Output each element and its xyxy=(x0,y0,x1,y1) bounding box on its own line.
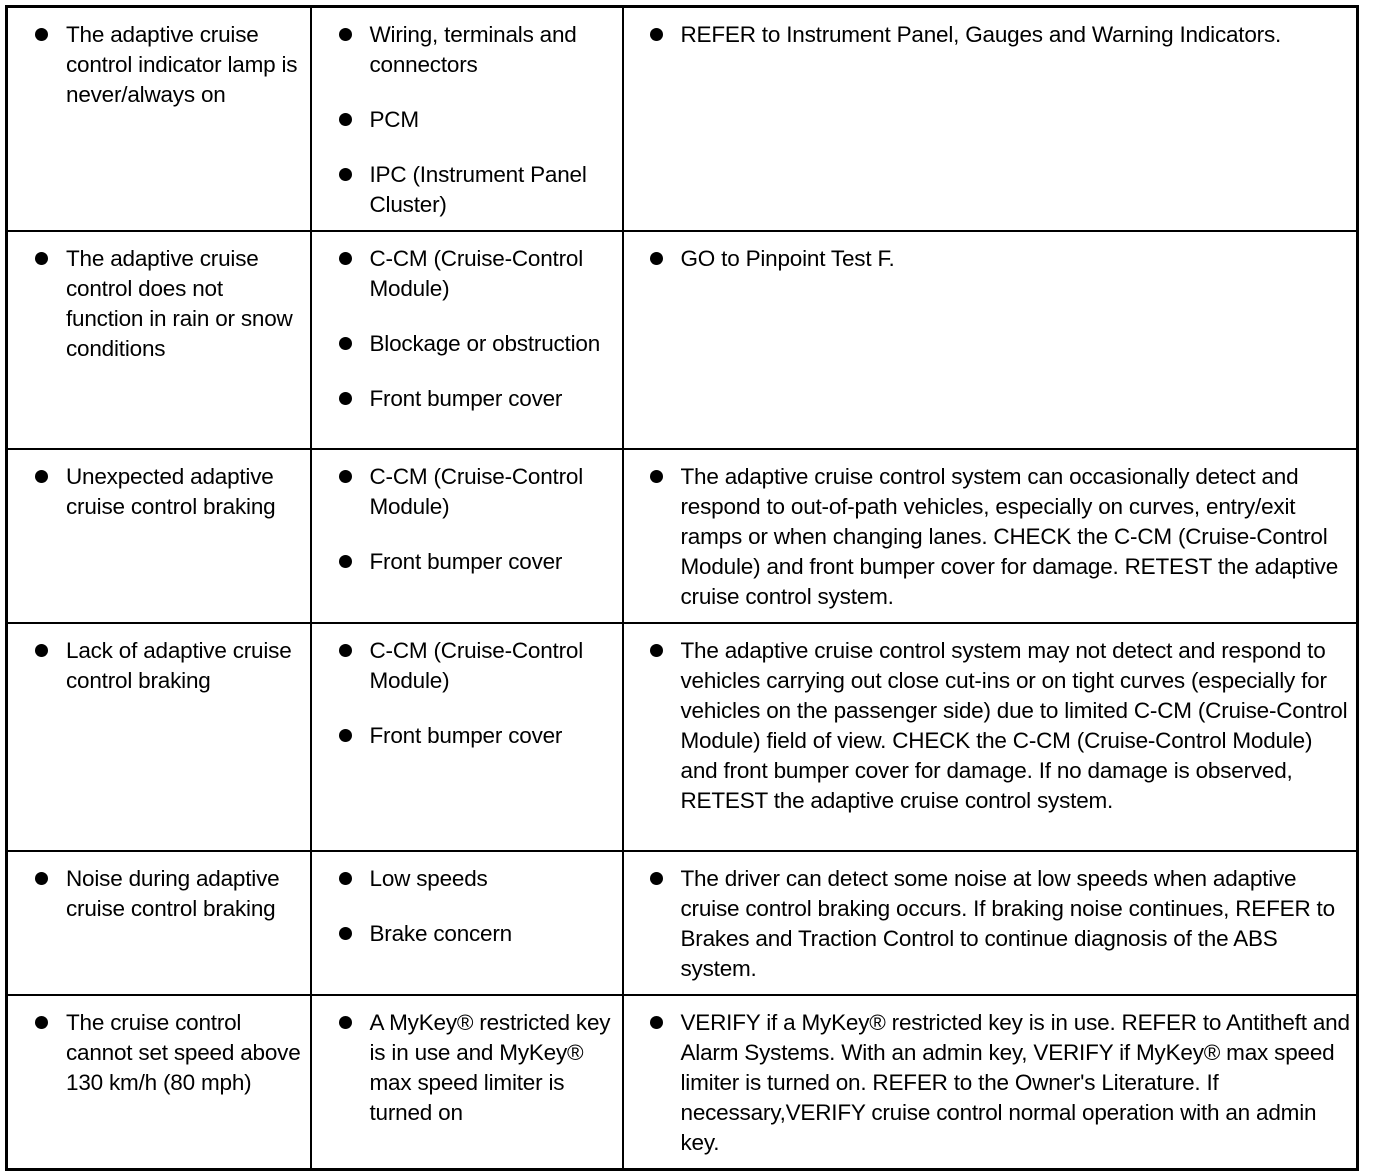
condition-cell xyxy=(7,851,311,995)
list-item: Front bumper cover xyxy=(312,547,616,577)
bullet-icon xyxy=(339,168,352,181)
list-item: Noise during adaptive cruise control braking xyxy=(8,864,304,924)
list-item: Blockage or obstruction xyxy=(312,329,616,359)
list-item: Wiring, terminals and connectors xyxy=(312,20,616,80)
list-item: The adaptive cruise control does not function in rain or snow conditions xyxy=(8,244,304,364)
sources-cell xyxy=(311,231,623,449)
bullet-icon xyxy=(339,872,352,885)
bullet-icon xyxy=(35,470,48,483)
bullet-icon xyxy=(339,470,352,483)
sources-cell xyxy=(311,851,623,995)
list-item: C-CM (Cruise-Control Module) xyxy=(312,462,616,522)
bullet-icon xyxy=(35,872,48,885)
condition-cell xyxy=(7,623,311,851)
bullet-icon xyxy=(339,644,352,657)
bullet-icon xyxy=(650,252,663,265)
list-item: GO to Pinpoint Test F. xyxy=(624,244,1351,274)
table-row xyxy=(7,231,1358,449)
bullet-icon xyxy=(339,1016,352,1029)
action-cell xyxy=(623,623,1358,851)
list-item: Lack of adaptive cruise control braking xyxy=(8,636,304,696)
bullet-icon xyxy=(650,470,663,483)
bullet-icon xyxy=(35,252,48,265)
list-item: Brake concern xyxy=(312,919,616,949)
table-row xyxy=(7,995,1358,1170)
action-cell xyxy=(623,995,1358,1170)
list-item: Unexpected adaptive cruise control braking xyxy=(8,462,304,522)
action-cell xyxy=(623,851,1358,995)
sources-cell xyxy=(311,7,623,232)
bullet-icon xyxy=(650,1016,663,1029)
condition-cell xyxy=(7,231,311,449)
bullet-icon xyxy=(650,872,663,885)
sources-cell xyxy=(311,995,623,1170)
table-row xyxy=(7,623,1358,851)
table-row xyxy=(7,449,1358,623)
list-item: PCM xyxy=(312,105,616,135)
symptom-chart-table xyxy=(5,5,1359,1171)
bullet-icon xyxy=(35,644,48,657)
bullet-icon xyxy=(339,927,352,940)
table-row xyxy=(7,851,1358,995)
list-item: The adaptive cruise control indicator lamp is never/always on xyxy=(8,20,304,110)
list-item: IPC (Instrument Panel Cluster) xyxy=(312,160,616,220)
list-item: C-CM (Cruise-Control Module) xyxy=(312,636,616,696)
sources-cell xyxy=(311,449,623,623)
action-cell xyxy=(623,7,1358,232)
table-row xyxy=(7,7,1358,232)
list-item: Front bumper cover xyxy=(312,384,616,414)
action-cell xyxy=(623,231,1358,449)
action-cell xyxy=(623,449,1358,623)
bullet-icon xyxy=(339,555,352,568)
sources-cell xyxy=(311,623,623,851)
bullet-icon xyxy=(339,252,352,265)
list-item: The driver can detect some noise at low speeds when adaptive cruise control braking occurs. If braking noise continues, REFER to Brakes and Traction Control to continue diagnosis of the ABS system. xyxy=(624,864,1351,984)
bullet-icon xyxy=(339,392,352,405)
bullet-icon xyxy=(339,28,352,41)
bullet-icon xyxy=(339,337,352,350)
bullet-icon xyxy=(35,28,48,41)
list-item: The adaptive cruise control system may not detect and respond to vehicles carrying out close cut-ins or on tight curves (especially for vehicles on the passenger side) due to limited C-CM (Cruise-Control Module) field of view. CHECK the C-CM (Cruise-Control Module) and front bumper cover for damage. If no damage is observed, RETEST the adaptive cruise control system. xyxy=(624,636,1351,816)
list-item: The cruise control cannot set speed above 130 km/h (80 mph) xyxy=(8,1008,304,1098)
bullet-icon xyxy=(35,1016,48,1029)
list-item: VERIFY if a MyKey® restricted key is in use. REFER to Antitheft and Alarm Systems. With an admin key, VERIFY if MyKey® max speed limiter is turned on. REFER to the Owner's Literature. If necessary,VERIFY cruise control normal operation with an admin key. xyxy=(624,1008,1351,1158)
list-item: C-CM (Cruise-Control Module) xyxy=(312,244,616,304)
list-item: Low speeds xyxy=(312,864,616,894)
bullet-icon xyxy=(339,113,352,126)
bullet-icon xyxy=(650,28,663,41)
bullet-icon xyxy=(650,644,663,657)
bullet-icon xyxy=(339,729,352,742)
list-item: A MyKey® restricted key is in use and MyKey® max speed limiter is turned on xyxy=(312,1008,616,1128)
condition-cell xyxy=(7,449,311,623)
list-item: Front bumper cover xyxy=(312,721,616,751)
list-item: The adaptive cruise control system can occasionally detect and respond to out-of-path vehicles, especially on curves, entry/exit ramps or when changing lanes. CHECK the C-CM (Cruise-Control Module) and front bumper cover for damage. RETEST the adaptive cruise control system. xyxy=(624,462,1351,612)
condition-cell xyxy=(7,7,311,232)
list-item: REFER to Instrument Panel, Gauges and Warning Indicators. xyxy=(624,20,1351,50)
condition-cell xyxy=(7,995,311,1170)
